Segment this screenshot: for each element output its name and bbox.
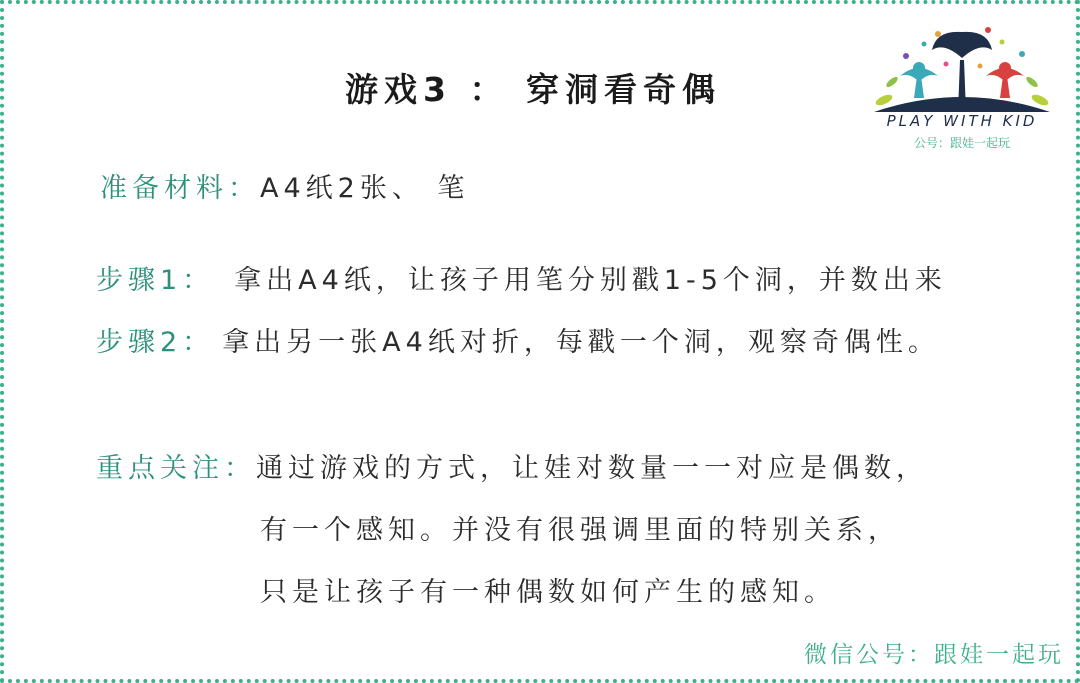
focus-line-2: 有一个感知。并没有很强调里面的特别关系，	[260, 515, 900, 546]
step-2-row	[96, 320, 940, 359]
materials-text: A4纸2张、 笔	[260, 173, 470, 204]
focus-line-3: 只是让孩子有一种偶数如何产生的感知。	[260, 577, 836, 608]
materials-label: 准备材料：	[100, 173, 260, 204]
step-2-label: 步骤2：	[96, 327, 215, 358]
focus-row	[96, 446, 928, 485]
step-2-text: 拿出另一张A4纸对折，每戳一个洞，观察奇偶性。	[222, 327, 940, 358]
logo-brand-text: PLAY WITH KID	[886, 112, 1038, 130]
step-1-label: 步骤1：	[96, 265, 215, 296]
step-1-text: 拿出A4纸，让孩子用笔分别戳1-5个洞，并数出来	[234, 265, 947, 296]
step-1-row	[96, 258, 947, 297]
materials-row	[100, 166, 469, 205]
page-title: 游戏3 ： 穿洞看奇偶	[345, 70, 721, 109]
focus-line-1: 通过游戏的方式，让娃对数量一一对应是偶数，	[256, 453, 928, 484]
footer-credit: 微信公号：跟娃一起玩	[804, 642, 1064, 668]
logo-subtitle: 公号：跟娃一起玩	[913, 136, 1010, 150]
focus-label: 重点关注：	[96, 453, 256, 484]
